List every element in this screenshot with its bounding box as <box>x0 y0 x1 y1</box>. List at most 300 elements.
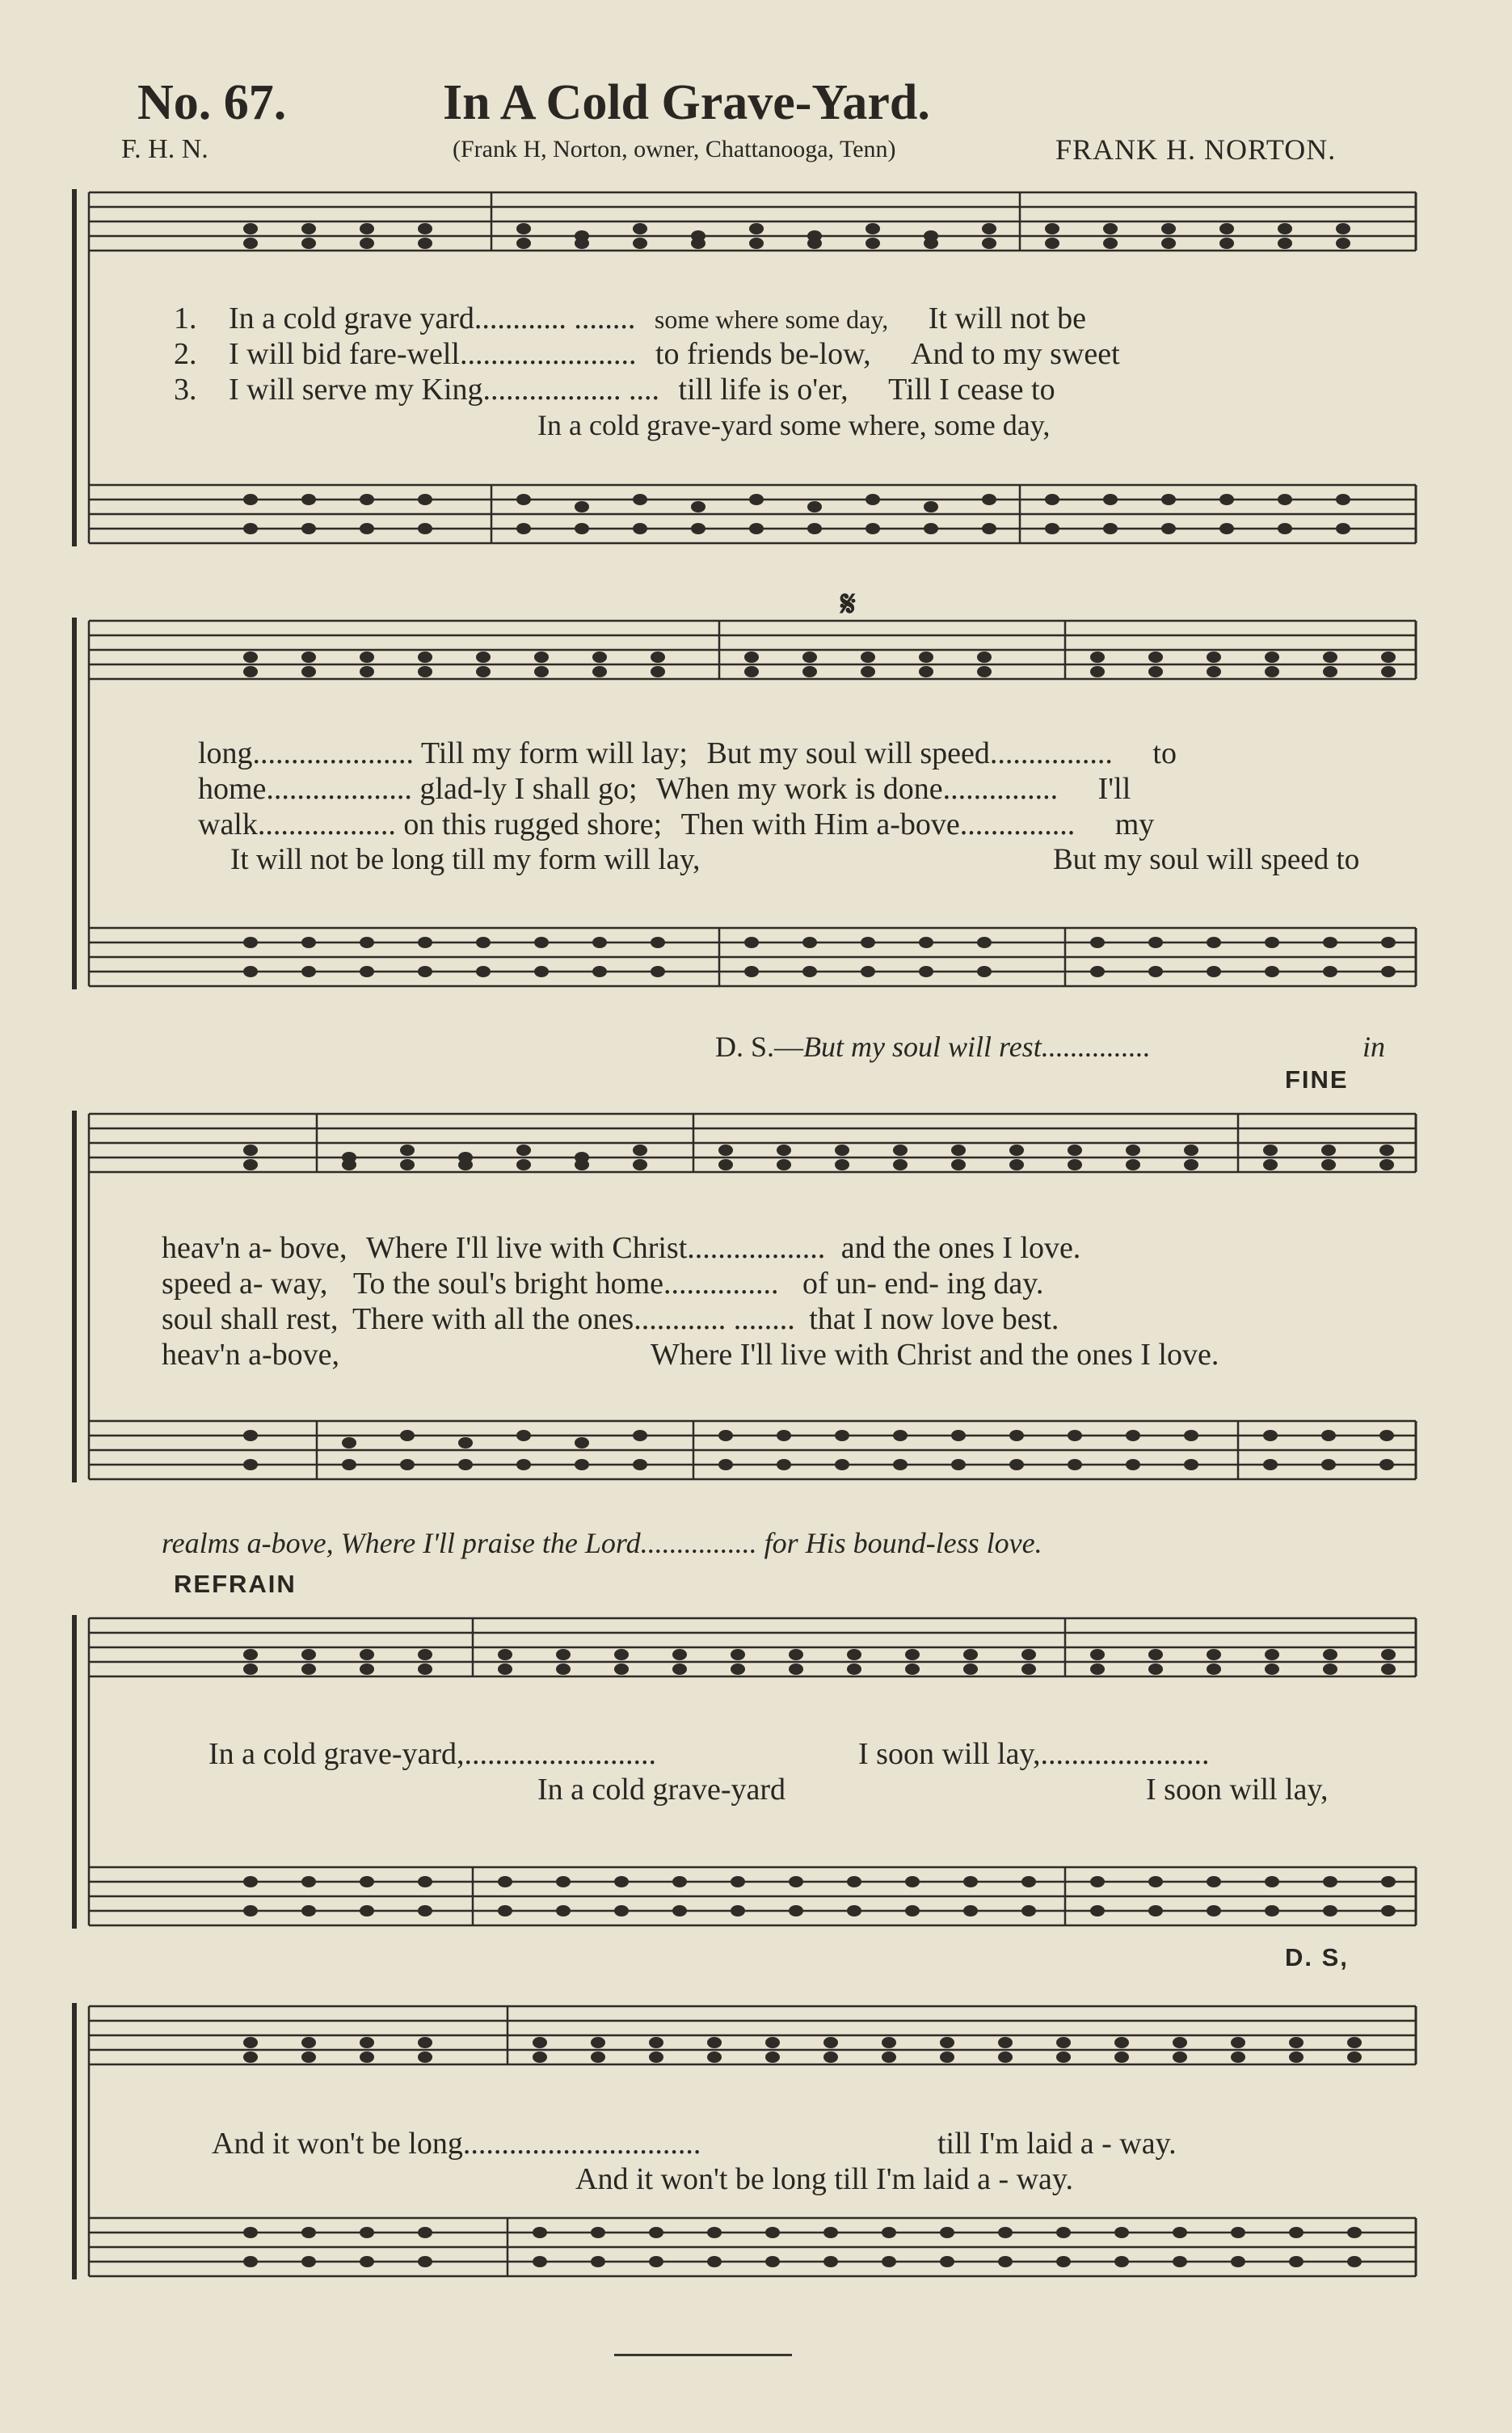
note-head <box>1265 937 1279 948</box>
lyric-segment: Then with Him a-bove............... <box>680 807 1076 841</box>
note-head <box>919 666 933 677</box>
note-head <box>1184 1159 1198 1170</box>
lyric-segment: home................... glad-ly I shall go; <box>198 772 638 806</box>
note-head <box>1207 651 1221 663</box>
note-head <box>1207 966 1221 977</box>
note-head <box>777 1459 791 1470</box>
note-head <box>301 937 316 948</box>
note-head <box>924 501 938 512</box>
note-head <box>847 1876 861 1887</box>
note-head <box>1114 2227 1129 2238</box>
note-head <box>1278 494 1292 505</box>
verse-1-line-2 <box>198 736 1177 771</box>
note-head <box>243 494 258 505</box>
note-head <box>998 2051 1013 2063</box>
note-head <box>1161 523 1176 534</box>
lyric-segment: I will serve my King.................. .... <box>229 373 660 407</box>
note-head <box>418 1876 432 1887</box>
note-head <box>718 1430 733 1441</box>
note-head <box>691 501 705 512</box>
note-head <box>516 1145 531 1156</box>
note-head <box>1289 2227 1304 2238</box>
note-head <box>1103 223 1118 234</box>
note-head <box>400 1145 415 1156</box>
note-head <box>1265 1649 1279 1660</box>
note-head <box>749 238 764 249</box>
note-head <box>919 966 933 977</box>
note-head <box>360 2227 374 2238</box>
note-head <box>418 966 432 977</box>
note-head <box>1219 494 1234 505</box>
final-lyric-1b: till I'm laid a - way. <box>937 2127 1177 2161</box>
note-head <box>951 1430 966 1441</box>
note-head <box>1045 223 1059 234</box>
note-head <box>1126 1145 1140 1156</box>
note-head <box>1321 1145 1336 1156</box>
note-head <box>1336 494 1350 505</box>
note-head <box>882 2256 896 2267</box>
note-head <box>1381 1876 1396 1887</box>
verse-number: 2. <box>174 337 197 371</box>
hymn-number: No. 67. <box>137 75 287 130</box>
note-head <box>1323 1905 1337 1916</box>
note-head <box>823 2051 838 2063</box>
verse-2-line-2 <box>198 771 1131 807</box>
note-head <box>866 223 880 234</box>
note-head <box>1265 666 1279 677</box>
author-initials: F. H. N. <box>121 134 208 164</box>
lyric-segment: I will bid fare-well....................... <box>229 337 637 371</box>
note-head <box>1045 494 1059 505</box>
note-head <box>1381 1905 1396 1916</box>
note-head <box>924 523 938 534</box>
note-head <box>418 238 432 249</box>
note-head <box>905 1663 920 1675</box>
note-head <box>1184 1145 1198 1156</box>
verse-3-line-2 <box>198 807 1154 842</box>
hymn-title: In A Cold Grave-Yard. <box>443 75 930 130</box>
note-head <box>1278 523 1292 534</box>
note-head <box>243 1459 258 1470</box>
note-head <box>789 1876 803 1887</box>
note-head <box>591 2256 605 2267</box>
note-head <box>998 2037 1013 2048</box>
note-head <box>1148 666 1163 677</box>
lyric-segment: But my soul will speed................ <box>706 736 1113 770</box>
note-head <box>243 2051 258 2063</box>
note-head <box>360 2256 374 2267</box>
composer: FRANK H. NORTON. <box>1055 133 1337 166</box>
note-head <box>749 223 764 234</box>
note-head <box>1009 1159 1024 1170</box>
note-head <box>476 651 491 663</box>
note-head <box>1021 1663 1036 1675</box>
note-head <box>633 223 647 234</box>
note-head <box>1263 1430 1278 1441</box>
note-head <box>672 1649 687 1660</box>
ds-lyric-end: in <box>1362 1031 1386 1063</box>
verse-number: 1. <box>174 301 197 335</box>
note-head <box>1148 1649 1163 1660</box>
note-head <box>533 2037 547 2048</box>
note-head <box>1090 937 1105 948</box>
note-head <box>1381 937 1396 948</box>
note-head <box>823 2037 838 2048</box>
note-head <box>802 966 817 977</box>
note-head <box>1114 2256 1129 2267</box>
note-head <box>556 1876 571 1887</box>
note-head <box>243 1430 258 1441</box>
note-head <box>1379 1159 1394 1170</box>
note-head <box>1184 1459 1198 1470</box>
note-head <box>940 2256 954 2267</box>
note-head <box>301 2051 316 2063</box>
note-head <box>777 1145 791 1156</box>
note-head <box>633 238 647 249</box>
lyric-segment: that I now love best. <box>809 1302 1059 1336</box>
note-head <box>243 666 258 677</box>
note-head <box>476 937 491 948</box>
note-head <box>1219 238 1234 249</box>
note-head <box>418 2037 432 2048</box>
lyric-segment: And to my sweet <box>911 337 1120 371</box>
lyric-segment: To the soul's bright home............... <box>352 1267 779 1301</box>
lyric-segment: till life is o'er, <box>678 373 849 407</box>
note-head <box>400 1430 415 1441</box>
note-head <box>1347 2037 1362 2048</box>
note-head <box>924 238 938 249</box>
note-head <box>1207 1876 1221 1887</box>
note-head <box>418 523 432 534</box>
note-head <box>592 966 607 977</box>
note-head <box>243 1649 258 1660</box>
note-head <box>1265 651 1279 663</box>
note-head <box>1045 523 1059 534</box>
note-head <box>516 494 531 505</box>
note-head <box>633 1459 647 1470</box>
note-head <box>591 2227 605 2238</box>
ornament-rule <box>614 2354 792 2356</box>
note-head <box>575 523 589 534</box>
note-head <box>1148 1876 1163 1887</box>
note-head <box>592 651 607 663</box>
note-head <box>672 1663 687 1675</box>
note-head <box>498 1663 512 1675</box>
note-head <box>1068 1430 1082 1441</box>
note-head <box>614 1876 629 1887</box>
note-head <box>360 1905 374 1916</box>
note-head <box>1381 1649 1396 1660</box>
note-head <box>707 2227 722 2238</box>
note-head <box>301 238 316 249</box>
note-head <box>516 238 531 249</box>
note-head <box>1090 1876 1105 1887</box>
verse-3-line-3 <box>162 1301 1059 1337</box>
note-head <box>418 223 432 234</box>
note-head <box>802 651 817 663</box>
note-head <box>866 238 880 249</box>
note-head <box>731 1649 745 1660</box>
note-head <box>533 2256 547 2267</box>
note-head <box>592 666 607 677</box>
note-head <box>1323 1663 1337 1675</box>
note-head <box>905 1649 920 1660</box>
note-head <box>575 1459 589 1470</box>
note-head <box>691 523 705 534</box>
note-head <box>807 238 822 249</box>
note-head <box>418 651 432 663</box>
note-head <box>418 937 432 948</box>
note-head <box>533 2227 547 2238</box>
note-head <box>1114 2051 1129 2063</box>
note-head <box>1219 523 1234 534</box>
note-head <box>243 1905 258 1916</box>
note-head <box>882 2037 896 2048</box>
note-head <box>731 1876 745 1887</box>
note-head <box>360 523 374 534</box>
note-head <box>1045 238 1059 249</box>
note-head <box>360 238 374 249</box>
note-head <box>651 966 665 977</box>
note-head <box>360 1649 374 1660</box>
note-head <box>243 937 258 948</box>
note-head <box>591 2051 605 2063</box>
note-head <box>963 1663 978 1675</box>
note-head <box>807 523 822 534</box>
note-head <box>866 494 880 505</box>
note-head <box>1021 1649 1036 1660</box>
note-head <box>1219 223 1234 234</box>
ds-lyric: But my soul will rest............... <box>803 1031 1151 1063</box>
note-head <box>301 2256 316 2267</box>
owner-note: (Frank H, Norton, owner, Chattanooga, Tenn) <box>453 136 896 162</box>
note-head <box>1231 2037 1245 2048</box>
note-head <box>744 651 759 663</box>
note-head <box>1090 1663 1105 1675</box>
bass-lyric-3b: Where I'll live with Christ and the ones I love. <box>651 1338 1219 1372</box>
note-head <box>718 1159 733 1170</box>
note-head <box>360 966 374 977</box>
note-head <box>1289 2051 1304 2063</box>
note-head <box>807 501 822 512</box>
note-head <box>243 223 258 234</box>
note-head <box>498 1876 512 1887</box>
note-head <box>498 1649 512 1660</box>
note-head <box>847 1663 861 1675</box>
note-head <box>1347 2051 1362 2063</box>
note-head <box>1263 1459 1278 1470</box>
note-head <box>1090 1649 1105 1660</box>
note-head <box>861 666 875 677</box>
note-head <box>476 966 491 977</box>
note-head <box>516 1430 531 1441</box>
note-head <box>1207 1649 1221 1660</box>
ds-label: D. S.— <box>715 1031 804 1063</box>
note-head <box>1021 1905 1036 1916</box>
note-head <box>342 1437 356 1448</box>
note-head <box>1184 1430 1198 1441</box>
note-head <box>789 1649 803 1660</box>
note-head <box>982 223 996 234</box>
note-head <box>1148 966 1163 977</box>
bass-lyric-2a: It will not be long till my form will lay, <box>230 843 701 876</box>
note-head <box>1173 2256 1187 2267</box>
note-head <box>614 1905 629 1916</box>
verse-2-line-1 <box>174 336 1120 372</box>
note-head <box>1103 523 1118 534</box>
note-head <box>905 1905 920 1916</box>
note-head <box>977 651 992 663</box>
ds-mark: D. S, <box>1285 1943 1349 1971</box>
lyric-segment: soul shall rest, <box>162 1302 339 1336</box>
note-head <box>1207 666 1221 677</box>
note-head <box>1068 1159 1082 1170</box>
note-head <box>1148 1663 1163 1675</box>
lyric-segment: Till I cease to <box>888 373 1055 407</box>
note-head <box>1056 2227 1071 2238</box>
refrain-lyric-1b: I soon will lay,...................... <box>858 1737 1210 1771</box>
note-head <box>418 1663 432 1675</box>
note-head <box>982 238 996 249</box>
note-head <box>882 2227 896 2238</box>
note-head <box>1336 238 1350 249</box>
note-head <box>1263 1159 1278 1170</box>
note-head <box>982 494 996 505</box>
note-head <box>1379 1145 1394 1156</box>
note-head <box>1379 1430 1394 1441</box>
refrain-lyric-2a: In a cold grave-yard <box>537 1773 786 1807</box>
note-head <box>243 2037 258 2048</box>
note-head <box>1090 966 1105 977</box>
note-head <box>847 1649 861 1660</box>
note-head <box>1103 494 1118 505</box>
note-head <box>534 937 549 948</box>
ds-line <box>715 1030 1151 1064</box>
note-head <box>866 523 880 534</box>
note-head <box>823 2256 838 2267</box>
note-head <box>243 651 258 663</box>
note-head <box>731 1905 745 1916</box>
note-head <box>1103 238 1118 249</box>
note-head <box>516 523 531 534</box>
note-head <box>749 494 764 505</box>
lyric-segment: speed a- way, <box>162 1267 328 1301</box>
note-head <box>1321 1159 1336 1170</box>
note-head <box>243 2227 258 2238</box>
note-head <box>1056 2051 1071 2063</box>
note-head <box>963 1649 978 1660</box>
lyric-segment: heav'n a- bove, <box>162 1231 347 1265</box>
note-head <box>360 2051 374 2063</box>
note-head <box>765 2037 780 2048</box>
note-head <box>718 1459 733 1470</box>
note-head <box>301 1876 316 1887</box>
note-head <box>789 1905 803 1916</box>
note-head <box>861 651 875 663</box>
lyric-segment: to <box>1152 736 1177 770</box>
note-head <box>1323 1876 1337 1887</box>
note-head <box>418 1905 432 1916</box>
note-head <box>789 1663 803 1675</box>
note-head <box>963 1876 978 1887</box>
note-head <box>651 666 665 677</box>
note-head <box>1126 1459 1140 1470</box>
verse-1-line-1 <box>174 301 1086 336</box>
note-head <box>672 1876 687 1887</box>
note-head <box>1021 1876 1036 1887</box>
note-head <box>516 1159 531 1170</box>
note-head <box>1265 966 1279 977</box>
lyric-segment: and the ones I love. <box>840 1231 1081 1265</box>
note-head <box>458 1159 473 1170</box>
note-head <box>556 1905 571 1916</box>
lyric-segment: some where some day, <box>654 305 889 334</box>
note-head <box>1207 1663 1221 1675</box>
note-head <box>835 1459 849 1470</box>
note-head <box>1126 1430 1140 1441</box>
note-head <box>802 666 817 677</box>
note-head <box>765 2227 780 2238</box>
note-head <box>893 1159 908 1170</box>
note-head <box>301 651 316 663</box>
note-head <box>1056 2256 1071 2267</box>
note-head <box>342 1159 356 1170</box>
note-head <box>982 523 996 534</box>
note-head <box>1207 937 1221 948</box>
note-head <box>418 2051 432 2063</box>
note-head <box>1056 2037 1071 2048</box>
note-head <box>1323 1649 1337 1660</box>
note-head <box>301 1905 316 1916</box>
lyric-segment: In a cold grave yard............ ........ <box>229 301 636 335</box>
note-head <box>400 1159 415 1170</box>
segno-icon: 𝄋 <box>840 584 856 624</box>
note-head <box>556 1663 571 1675</box>
note-head <box>498 1905 512 1916</box>
note-head <box>672 1905 687 1916</box>
note-head <box>301 494 316 505</box>
note-head <box>243 1663 258 1675</box>
bass-lyric-1: In a cold grave-yard some where, some day, <box>537 409 1051 441</box>
lyric-segment: When my work is done............... <box>656 772 1059 806</box>
note-head <box>707 2037 722 2048</box>
note-head <box>1265 1663 1279 1675</box>
verse-1-line-3 <box>162 1230 1080 1266</box>
lyric-segment: long..................... Till my form will lay; <box>198 736 688 770</box>
note-head <box>1323 966 1337 977</box>
note-head <box>418 2256 432 2267</box>
fine-mark: FINE <box>1285 1065 1349 1094</box>
note-head <box>633 1145 647 1156</box>
note-head <box>1009 1430 1024 1441</box>
note-head <box>360 666 374 677</box>
note-head <box>1381 666 1396 677</box>
note-head <box>835 1145 849 1156</box>
note-head <box>893 1145 908 1156</box>
lyric-segment: It will not be <box>928 301 1087 335</box>
note-head <box>651 651 665 663</box>
note-head <box>651 937 665 948</box>
note-head <box>1068 1459 1082 1470</box>
note-head <box>1148 651 1163 663</box>
note-head <box>744 937 759 948</box>
note-head <box>534 651 549 663</box>
note-head <box>1114 2037 1129 2048</box>
note-head <box>1347 2227 1362 2238</box>
note-head <box>1009 1459 1024 1470</box>
note-head <box>360 937 374 948</box>
bass-lyric-3a: heav'n a-bove, <box>162 1338 339 1372</box>
